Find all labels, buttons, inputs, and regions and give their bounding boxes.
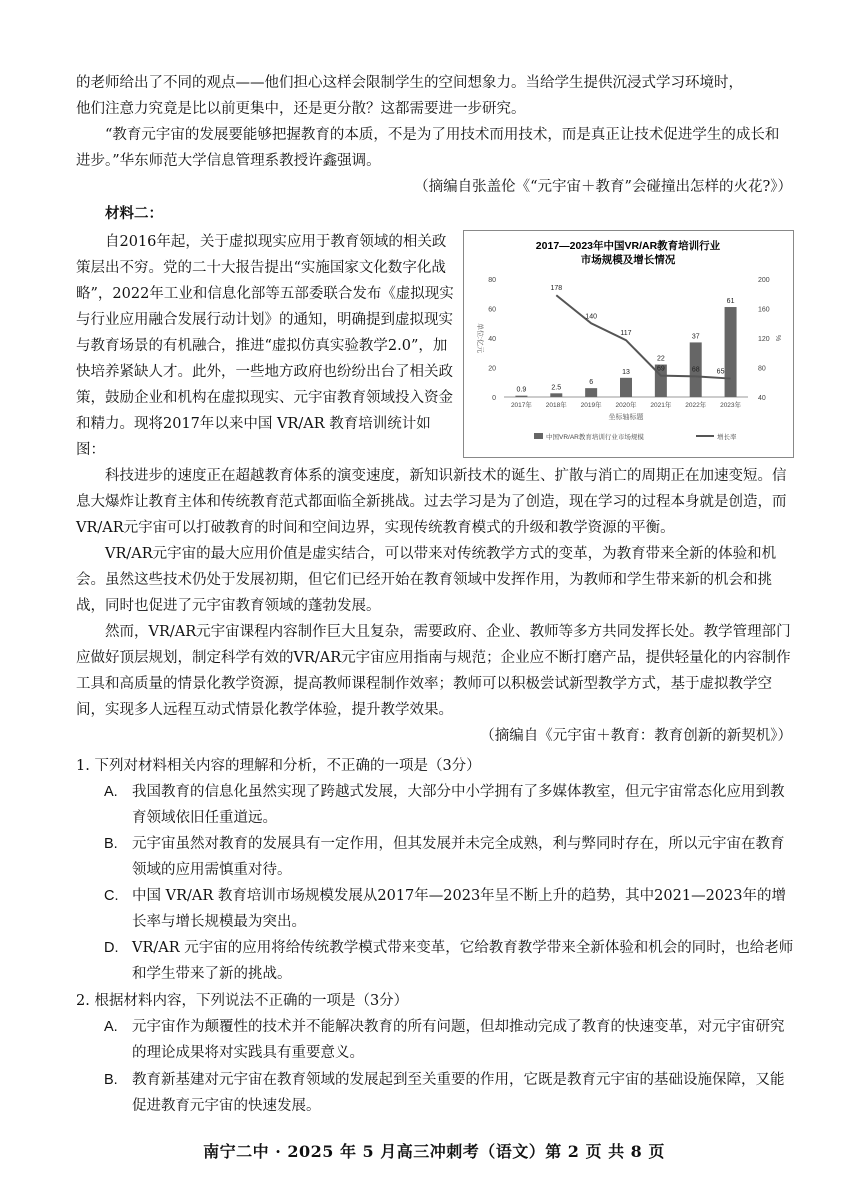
y2-tick-label: 120 [758,336,770,343]
question-1-option-a[interactable] [104,779,794,831]
y-tick-label: 20 [488,365,496,373]
x-tick-label: 2020年 [615,402,637,409]
y2-tick-label: 80 [758,365,766,373]
top-continuation [76,70,792,200]
y2-tick-label: 40 [758,395,766,402]
option-text: 元宇宙虽然对教育的发展具有一定作用，但其发展并未完全成熟，利与弊同时存在，所以元宇宙在教育领域的应用需慎重对待。 [132,836,785,878]
top-source: （摘编自张盖伦《“元宇宙＋教育”会碰撞出怎样的火花?》） [414,179,792,195]
chart-title-line2: 市场规模及增长情况 [580,254,676,266]
x-tick-label: 2018年 [545,402,567,409]
material2-label: 材料二： [105,205,163,222]
bar-2019年 [585,388,597,397]
question-2-option-b[interactable] [104,1067,794,1119]
bar-value-label: 22 [656,355,665,363]
y-tick-label: 80 [488,277,496,284]
material2-p2: 科技进步的速度正在超越教育体系的演变速度，新知识新技术的诞生、扩散与消亡的周期正在加速变短。信息大爆炸让教育主体和传统教育范式都面临全新挑战。过去学习是为了创造，现在学习的过程本身就是创造，而VR/AR元宇宙可以打破教育的时间和空间边界，实现传统教育模式的升级和教学资源的平衡。 [76,468,787,536]
question-1-option-c[interactable] [104,883,794,935]
option-letter: C. [104,888,119,904]
bar-value-label: 2.5 [551,384,562,392]
option-letter: A. [104,784,118,800]
chart-svg [464,231,793,457]
x-tick-label: 2019年 [580,402,602,409]
top-quote: “教育元宇宙的发展要能够把握教育的本质，不是为了用技术而用技术，而是真正让技术促进学生的成长和进步。”华东师范大学信息管理系教授许鑫强调。 [76,127,780,169]
option-text: 元宇宙作为颠覆性的技术并不能解决教育的所有问题，但却推动完成了教育的快速变革，对元宇宙研究的理论成果将对实践具有重要意义。 [132,1019,785,1061]
growth-rate-line [556,295,730,378]
bar-value-label: 6 [589,379,594,387]
question-1-stem: 1. 下列对材料相关内容的理解和分析，不正确的一项是（3分） [76,758,481,774]
line-value-label: 140 [585,313,597,321]
question-2 [76,988,792,1014]
bar-2018年 [550,393,562,397]
material2-body [76,463,792,749]
line-value-label: 69 [656,365,665,373]
y2-tick-label: 160 [758,306,770,314]
bar-value-label: 37 [691,333,700,341]
question-2-stem: 2. 根据材料内容，下列说法不正确的一项是（3分） [76,993,409,1009]
question-2-option-a[interactable] [104,1014,794,1066]
material2-p4: 然而，VR/AR元宇宙课程内容制作巨大且复杂，需要政府、企业、教师等多方共同发挥长处。教学管理部门应做好顶层规划，制定科学有效的VR/AR元宇宙应用指南与规范；企业应不断打磨产品，提供轻量化的内容制作工具和高质量的情景化教学资源，提高教师课程制作效率；教师可以积极尝试新型教学方式，基于虚拟教学空间，实现多人远程互动式情景化教学体验，提升教学效果。 [76,624,791,718]
legend-bar-swatch [534,433,543,439]
y2-tick-label: 200 [758,277,770,284]
option-text: 中国 VR/AR 教育培训市场规模发展从2017年—2023年呈不断上升的趋势，其中2021—2023年的增长率与增长规模最为突出。 [132,888,786,930]
page-footer: 南宁二中 · 2025 年 5 月高三冲刺考（语文）第 2 页 共 8 页 [203,1142,665,1161]
x-tick-label: 2017年 [510,402,532,409]
material2-left-column [76,229,454,463]
material2-intro: 自2016年起，关于虚拟现实应用于教育领域的相关政策层出不穷。党的二十大报告提出“实施国家文化数字化战略”，2022年工业和信息化部等五部委联合发布《虚拟现实与行业应用融合发展行动计划》的通知，明确提到虚拟现实与教育场景的有机融合，推进“虚拟仿真实验教学2.0”，加快培养紧缺人才。此外，一些地方政府也纷纷出台了相关政策，鼓励企业和机构在虚拟现实、元宇宙教育领域投入资金和精力。现将2017年以来中国 VR/AR 教育培训统计如图： [76,234,454,458]
bar-value-label: 0.9 [516,386,527,394]
bar-2023年 [725,307,737,397]
material2-p3: VR/AR元宇宙的最大应用价值是虚实结合，可以带来对传统教学方式的变革，为教育带来全新的体验和机会。虽然这些技术仍处于发展初期，但它们已经开始在教育领域中发挥作用，为教师和学生带来新的机会和挑战，同时也促进了元宇宙教育领域的蓬勃发展。 [76,546,777,614]
material2-source: （摘编自《元宇宙＋教育：教育创新的新契机》） [480,728,792,744]
option-letter: B. [104,1072,118,1088]
x-tick-label: 2022年 [685,402,707,409]
top-line-1: 的老师给出了不同的观点——他们担心这样会限制学生的空间想象力。当给学生提供沉浸式学习环境时， [76,75,743,91]
option-letter: D. [104,940,119,956]
bar-2020年 [620,378,632,397]
material2-heading [76,201,792,227]
option-text: VR/AR 元宇宙的应用将给传统教学模式带来变革，它给教育教学带来全新体验和机会的同时，也给老师和学生带来了新的挑战。 [132,940,794,982]
legend-line-label: 增长率 [717,434,737,441]
x-tick-label: 2021年 [650,402,672,409]
option-text: 我国教育的信息化虽然实现了跨越式发展，大部分中小学拥有了多媒体教室，但元宇宙常态化应用到教育领域依旧任重道远。 [132,784,785,826]
question-1 [76,753,792,779]
line-value-label: 68 [691,366,700,374]
x-axis-title: 坐标轴标题 [608,414,644,421]
y-tick-label: 0 [492,395,496,402]
question-1-option-d[interactable] [104,935,794,987]
line-value-label: 178 [550,285,563,293]
legend-bar-label: 中国VR/AR教育培训行业市场规模 [546,434,644,441]
bar-value-label: 13 [622,368,630,376]
growth-chart [463,230,794,458]
line-value-label: 65 [716,368,725,376]
line-value-label: 117 [620,330,632,338]
question-1-option-b[interactable] [104,831,794,883]
x-tick-label: 2023年 [720,402,742,409]
y2-axis-title: % [774,334,781,342]
option-text: 教育新基建对元宇宙在教育领域的发展起到至关重要的作用，它既是教育元宇宙的基础设施保障，又能促进教育元宇宙的快速发展。 [132,1072,785,1114]
bar-2017年 [515,396,527,397]
chart-title-line1: 2017—2023年中国VR/AR教育培训行业 [535,240,721,252]
top-line-2: 他们注意力究竟是比以前更集中，还是更分散？这都需要进一步研究。 [76,101,526,117]
y-tick-label: 60 [488,306,496,314]
option-letter: B. [104,836,118,852]
y-tick-label: 40 [488,336,496,343]
bar-value-label: 61 [726,298,735,306]
option-letter: A. [104,1019,118,1035]
y-axis-title: 单位:亿元 [476,323,483,353]
